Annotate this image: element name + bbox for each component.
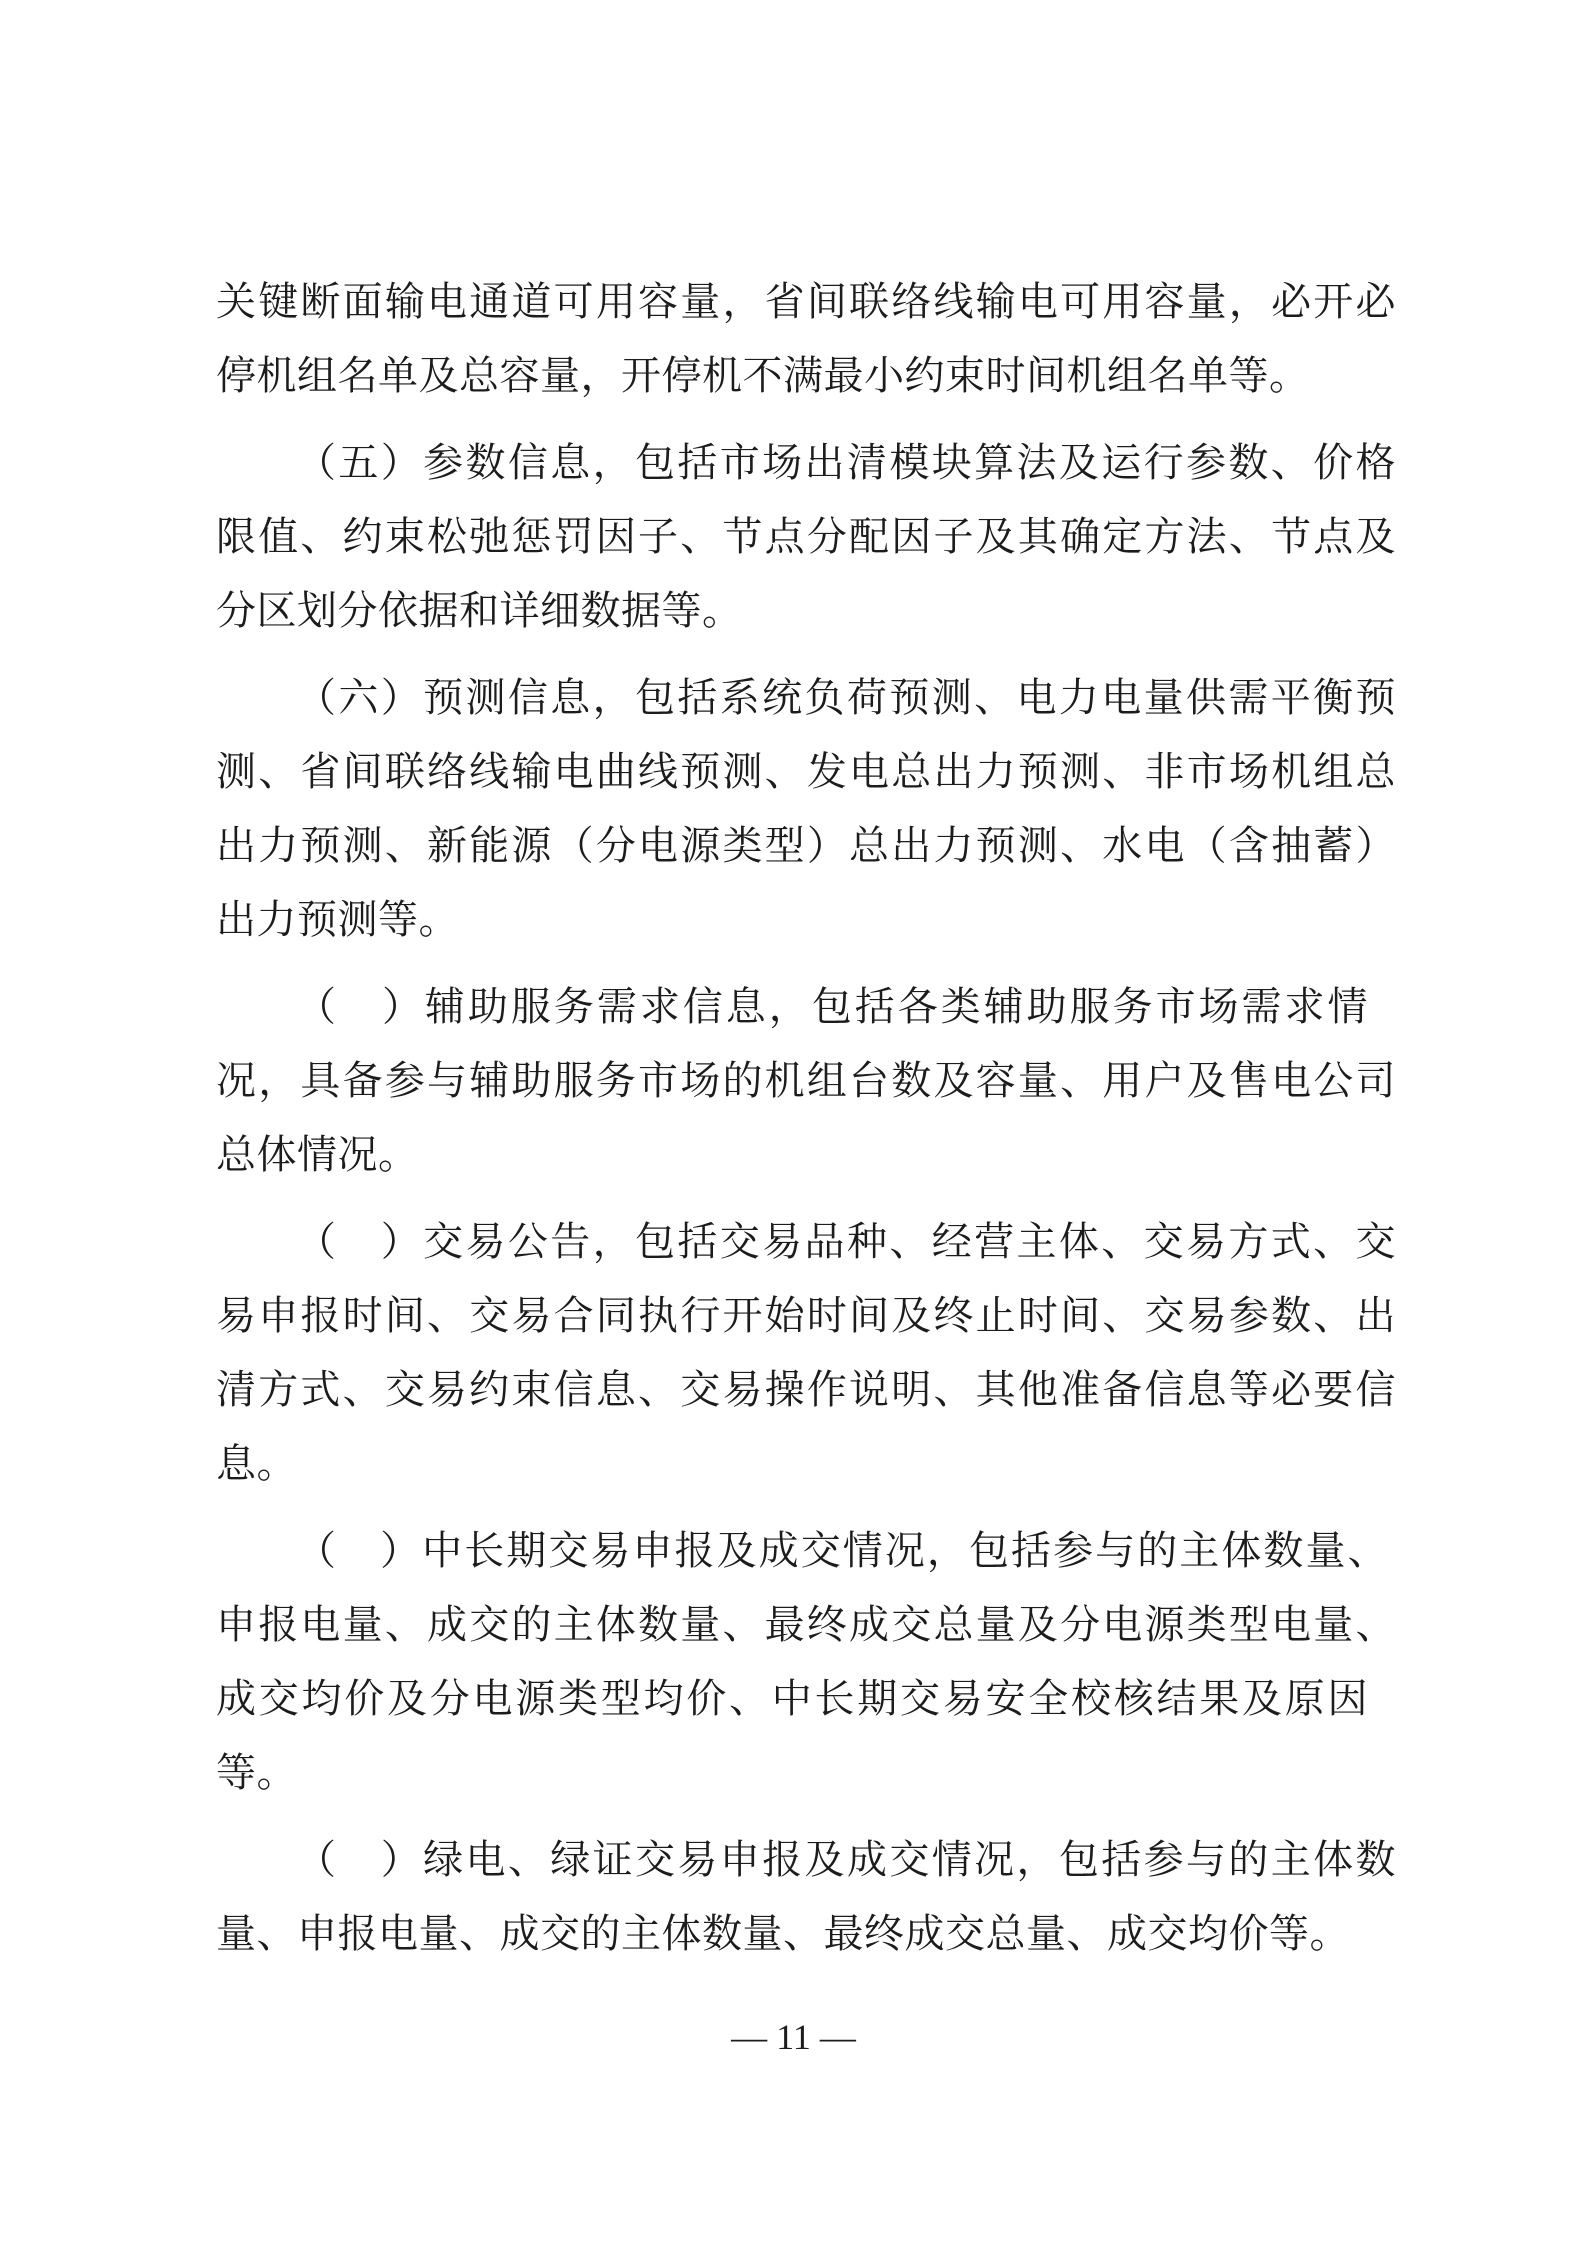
page-number: — 11 — bbox=[731, 2017, 856, 2057]
paragraph-green-power-trading bbox=[216, 1837, 1396, 1988]
text-line: 量、申报电量、成交的主体数量、最终成交总量、成交均价等。 bbox=[216, 1911, 1350, 1957]
paragraph-trading-announcement bbox=[216, 1219, 1396, 1518]
text-line: 关键断面输电通道可用容量，省间联络线输电可用容量，必开必 bbox=[216, 279, 1396, 325]
text-line: 限值、约束松弛惩罚因子、节点分配因子及其确定方法、节点及 bbox=[216, 514, 1396, 560]
paragraph-ancillary-service-demand bbox=[216, 984, 1396, 1209]
text-line: 成交均价及分电源类型均价、中长期交易安全校核结果及原因 bbox=[216, 1676, 1368, 1722]
paragraph-forecast-info bbox=[216, 675, 1396, 974]
text-line: 申报电量、成交的主体数量、最终成交总量及分电源类型电量、 bbox=[216, 1602, 1396, 1648]
paragraph-parameter-info bbox=[216, 440, 1396, 665]
paragraph-continuation bbox=[216, 279, 1396, 430]
paragraph-medium-long-term-trading bbox=[216, 1528, 1396, 1827]
text-line: 清方式、交易约束信息、交易操作说明、其他准备信息等必要信 bbox=[216, 1367, 1396, 1413]
text-line: （ ）绿电、绿证交易申报及成交情况，包括参与的主体数 bbox=[296, 1837, 1396, 1883]
text-line: 息。 bbox=[216, 1441, 297, 1487]
text-line: （ ）辅助服务需求信息，包括各类辅助服务市场需求情 bbox=[296, 984, 1368, 1030]
text-line: 分区划分依据和详细数据等。 bbox=[216, 588, 743, 634]
text-line: 测、省间联络线输电曲线预测、发电总出力预测、非市场机组总 bbox=[216, 749, 1396, 795]
text-line: （五）参数信息，包括市场出清模块算法及运行参数、价格 bbox=[296, 440, 1396, 486]
text-line: 易申报时间、交易合同执行开始时间及终止时间、交易参数、出 bbox=[216, 1293, 1396, 1339]
text-line: 等。 bbox=[216, 1750, 297, 1796]
text-line: 况，具备参与辅助服务市场的机组台数及容量、用户及售电公司 bbox=[216, 1058, 1396, 1104]
text-line: （ ）交易公告，包括交易品种、经营主体、交易方式、交 bbox=[296, 1219, 1396, 1265]
text-line: 出力预测、新能源（分电源类型）总出力预测、水电（含抽蓄） bbox=[216, 823, 1396, 869]
text-line: 总体情况。 bbox=[216, 1132, 419, 1178]
body-text bbox=[216, 279, 1396, 1988]
text-line: （六）预测信息，包括系统负荷预测、电力电量供需平衡预 bbox=[296, 675, 1396, 721]
text-line: （ ）中长期交易申报及成交情况，包括参与的主体数量、 bbox=[296, 1528, 1388, 1574]
text-line: 停机组名单及总容量，开停机不满最小约束时间机组名单等。 bbox=[216, 353, 1310, 399]
text-line: 出力预测等。 bbox=[216, 897, 459, 943]
